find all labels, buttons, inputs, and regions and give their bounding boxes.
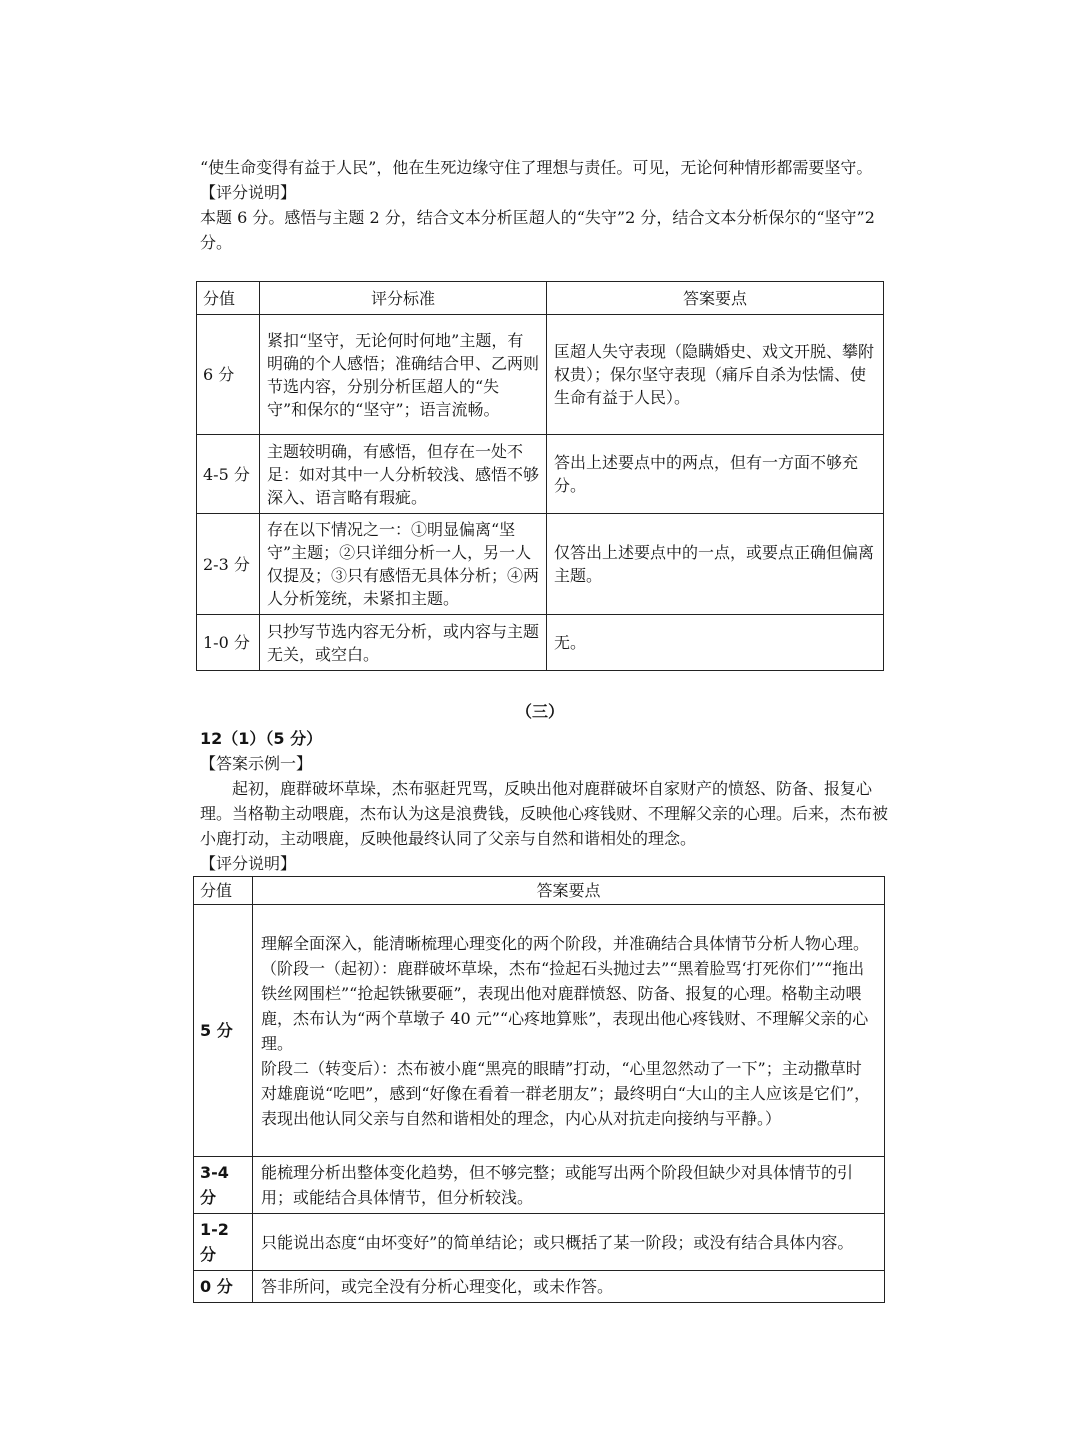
intro-paragraph: “使生命变得有益于人民”，他在生死边缘守住了理想与责任。可见，无论何种情形都需要坚守。 bbox=[200, 158, 873, 177]
table-row bbox=[194, 1214, 885, 1271]
example-paragraph: 起初，鹿群破坏草垛，杰布驱赶咒骂，反映出他对鹿群破坏自家财产的愤怒、防备、报复心理。当格勒主动喂鹿，杰布认为这是浪费钱，反映他心疼钱财、不理解父亲的心理。后来，杰布被小鹿打动，主动喂鹿，反映他最终认同了父亲与自然和谐相处的理念。 bbox=[200, 779, 889, 848]
row-points: 能梳理分析出整体变化趋势，但不够完整；或能写出两个阶段但缺少对具体情节的引用；或能结合具体情节，但分析较浅。 bbox=[253, 1157, 885, 1214]
scoring-title: 【评分说明】 bbox=[200, 183, 297, 202]
row-score: 0 分 bbox=[194, 1271, 253, 1303]
table-row bbox=[197, 315, 884, 435]
question-number: 12（1）（5 分） bbox=[200, 729, 323, 748]
table-row bbox=[197, 514, 884, 615]
scoring-table-2 bbox=[193, 876, 885, 1303]
row-criteria: 只抄写节选内容无分析，或内容与主题无关，或空白。 bbox=[260, 615, 547, 671]
table-header-row bbox=[194, 877, 885, 905]
table-row bbox=[194, 1271, 885, 1303]
section3-block bbox=[200, 726, 890, 876]
row-criteria: 存在以下情况之一：①明显偏离“坚守”主题；②只详细分析一人，另一人仅提及；③只有感悟无具体分析；④两人分析笼统，未紧扣主题。 bbox=[260, 514, 547, 615]
header-score: 分值 bbox=[197, 282, 260, 315]
row-points: 无。 bbox=[547, 615, 884, 671]
row-points: 答非所问，或完全没有分析心理变化，或未作答。 bbox=[253, 1271, 885, 1303]
row-score: 1-2 分 bbox=[194, 1214, 253, 1271]
scoring-text: 本题 6 分。感悟与主题 2 分，结合文本分析匡超人的“失守”2 分，结合文本分析保尔的“坚守”2 分。 bbox=[200, 208, 875, 252]
table-row bbox=[197, 435, 884, 514]
section-heading: （三） bbox=[515, 702, 564, 721]
example-title: 【答案示例一】 bbox=[200, 754, 313, 773]
table-row bbox=[194, 905, 885, 1157]
header-criteria: 评分标准 bbox=[260, 282, 547, 315]
row-score: 6 分 bbox=[197, 315, 260, 435]
table-header-row bbox=[197, 282, 884, 315]
row-points: 只能说出态度“由坏变好”的简单结论；或只概括了某一阶段；或没有结合具体内容。 bbox=[253, 1214, 885, 1271]
points-line: （阶段一（起初）：鹿群破坏草垛，杰布“捡起石头抛过去”“黑着脸骂‘打死你们’”“拖出铁丝网围栏”“抢起铁锹要砸”，表现出他对鹿群愤怒、防备、报复的心理。格勒主动喂鹿，杰布认为“两个草墩子 40 元”“心疼地算账”，表现出他心疼钱财、不理解父亲的心理。 bbox=[261, 958, 869, 1053]
scoring-table-1 bbox=[196, 281, 884, 671]
points-line: 理解全面深入，能清晰梳理心理变化的两个阶段，并准确结合具体情节分析人物心理。 bbox=[261, 933, 870, 953]
row-criteria: 紧扣“坚守，无论何时何地”主题，有明确的个人感悟；准确结合甲、乙两则节选内容，分别分析匡超人的“失守”和保尔的“坚守”；语言流畅。 bbox=[260, 315, 547, 435]
row-points bbox=[253, 905, 885, 1157]
header-score: 分值 bbox=[194, 877, 253, 905]
row-score: 4-5 分 bbox=[197, 435, 260, 514]
scoring-title: 【评分说明】 bbox=[200, 854, 297, 873]
table-row bbox=[194, 1157, 885, 1214]
header-points: 答案要点 bbox=[253, 877, 885, 905]
row-points: 答出上述要点中的两点，但有一方面不够充分。 bbox=[547, 435, 884, 514]
row-score: 1-0 分 bbox=[197, 615, 260, 671]
row-score: 5 分 bbox=[194, 905, 253, 1157]
row-score: 3-4 分 bbox=[194, 1157, 253, 1214]
table-row bbox=[197, 615, 884, 671]
row-points: 仅答出上述要点中的一点，或要点正确但偏离主题。 bbox=[547, 514, 884, 615]
row-points: 匡超人失守表现（隐瞒婚史、戏文开脱、攀附权贵）；保尔坚守表现（痛斥自杀为怯懦、使生命有益于人民）。 bbox=[547, 315, 884, 435]
header-points: 答案要点 bbox=[547, 282, 884, 315]
intro-block bbox=[200, 155, 890, 255]
row-criteria: 主题较明确，有感悟，但存在一处不足：如对其中一人分析较浅、感悟不够深入、语言略有瑕疵。 bbox=[260, 435, 547, 514]
points-line: 阶段二（转变后）：杰布被小鹿“黑亮的眼睛”打动，“心里忽然动了一下”；主动撒草时对雄鹿说“吃吧”，感到“好像在看着一群老朋友”；最终明白“大山的主人应该是它们”，表现出他认同父亲与自然和谐相处的理念，内心从对抗走向接纳与平静。） bbox=[261, 1058, 871, 1128]
row-score: 2-3 分 bbox=[197, 514, 260, 615]
